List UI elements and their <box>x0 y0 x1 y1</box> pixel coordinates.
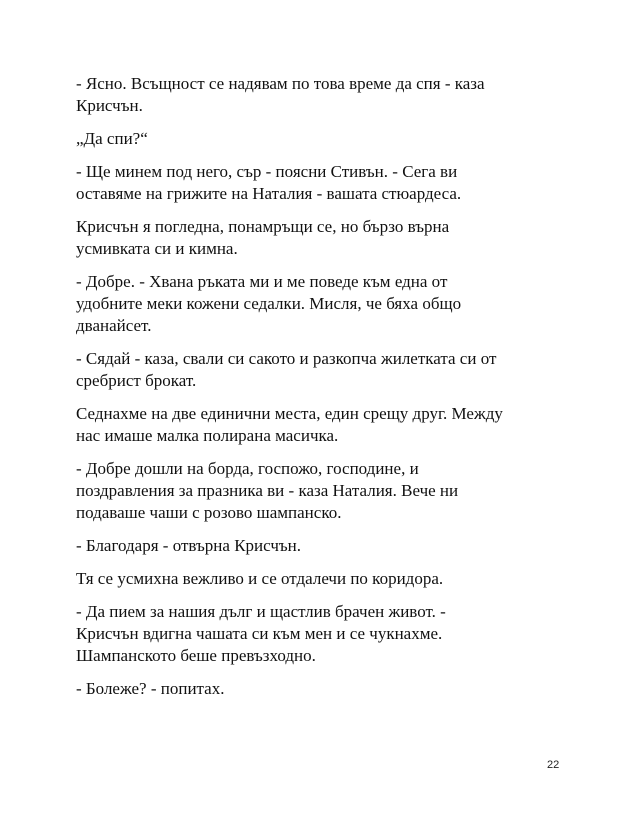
text-body <box>76 73 576 711</box>
page-number: 22 <box>547 759 560 771</box>
paragraph: „Да спи?“ <box>76 129 148 148</box>
paragraph: Седнахме на две единични места, един срещу друг. Между нас имаше малка полирана масичка. <box>76 404 503 445</box>
paragraph: - Сядай - каза, свали си сакото и разкопча жилетката си от сребрист брокат. <box>76 349 497 390</box>
paragraph: - Ще минем под него, сър - поясни Стивън. - Сега ви оставяме на грижите на Наталия - вашата стюардеса. <box>76 162 462 203</box>
paragraph: - Добре. - Хвана ръката ми и ме поведе към една от удобните меки кожени седалки. Мисля, че бяха общо дванайсет. <box>76 272 462 335</box>
paragraph: Крисчън я погледна, понамръщи се, но бързо върна усмивката си и кимна. <box>76 217 450 258</box>
paragraph: - Ясно. Всъщност се надявам по това време да спя - каза Крисчън. <box>76 74 485 115</box>
paragraph: - Благодаря - отвърна Крисчън. <box>76 536 302 555</box>
paragraph: Тя се усмихна вежливо и се отдалечи по коридора. <box>76 569 444 588</box>
paragraph: - Болеже? - попитах. <box>76 679 225 698</box>
paragraph: - Да пием за нашия дълг и щастлив брачен живот. - Крисчън вдигна чашата си към мен и се чукнахме. Шампанското беше превъзходно. <box>76 602 446 665</box>
paragraph: - Добре дошли на борда, госпожо, господине, и поздравления за празника ви - каза Наталия. Вече ни подаваше чаши с розово шампанско. <box>76 459 459 522</box>
